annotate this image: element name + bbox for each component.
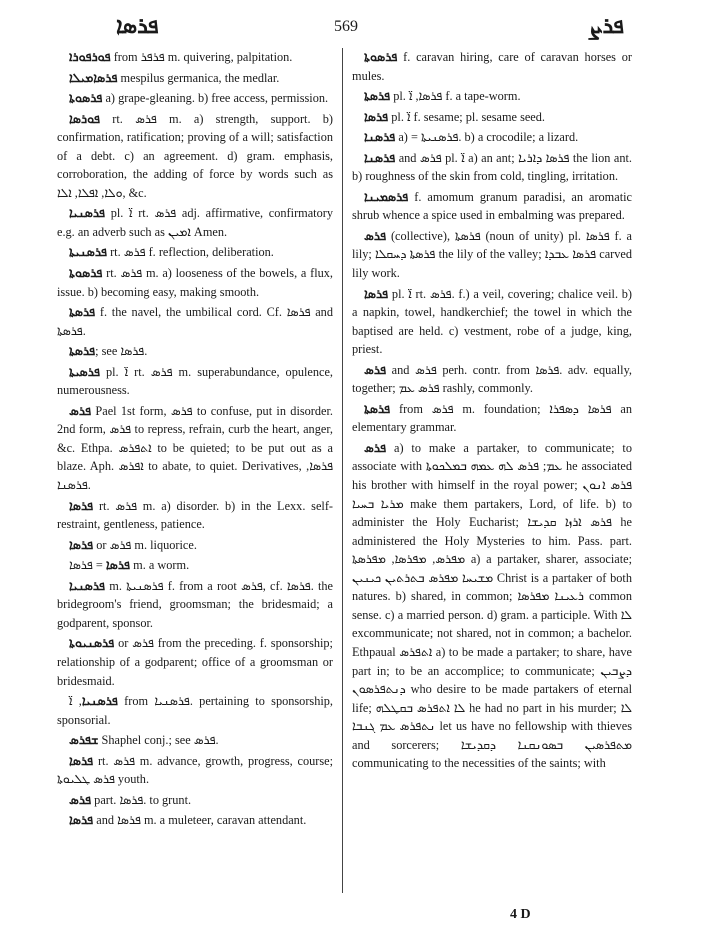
entry	[352, 227, 632, 283]
entry	[57, 110, 333, 203]
entry-headword: ܦܪܣܢܐ	[364, 129, 396, 145]
entry-headword: ܦܪܣܘܬܐ	[364, 49, 398, 64]
entry-text: a) = ܦܪܣܢܝܬܐ. b) a crocodile; a lizard.	[395, 130, 579, 145]
entry	[57, 204, 333, 241]
entry-text: pl. ܦܪܣܐ, ܐ̈ f. a tape-worm.	[390, 89, 521, 104]
entry-headword: ܦܪܣܬܐ	[69, 304, 96, 320]
signature-mark: 4 D	[510, 907, 531, 922]
column-divider	[342, 48, 343, 893]
entry-headword: ܦܪܣܐ	[69, 536, 94, 552]
entry-headword: ܦܪܣ	[69, 402, 92, 418]
page-header	[56, 14, 636, 44]
entry	[352, 361, 632, 398]
entry-text: Pael 1st form, ܦܪܣ to confuse, put in disorder. 2nd form, ܦܪܣ to repress, refrain, curb the heart, anger, &c. Ethpa. ܐܬܦܪܣ to be quieted; to be put out as a blaze. Aph. ܐܦܪܣ to abate, to quiet. Derivatives, ܦܪܣܐ, ܦܪܣܢܐ.	[57, 403, 333, 493]
entry-text: , ܐ̈ from ܦܪܣܢܝܐ. pertaining to sponsorship, sponsorial.	[57, 694, 333, 727]
entry-headword: ܦܪܣܐ	[69, 812, 94, 828]
entry	[352, 149, 632, 186]
entry-headword: ܫܦܪܣ	[69, 732, 99, 748]
entry-text: a) grape-gleaning. b) free access, permission.	[102, 91, 329, 106]
entry	[57, 692, 333, 729]
left-column	[57, 48, 333, 832]
entry	[352, 400, 632, 437]
right-running-headword: ܦܪܨ	[588, 14, 624, 39]
entry	[57, 634, 333, 690]
left-running-headword: ܦܪܣܐ	[116, 14, 159, 39]
entry	[352, 188, 632, 225]
entry-headword: ܦܪܣܡܝܢܐ	[364, 188, 409, 204]
entry-headword: ܦܪܣ	[364, 227, 387, 243]
entry-text: or ܦܪܣ m. liquorice.	[93, 537, 197, 552]
entry-text: mespilus germanica, the medlar.	[117, 70, 280, 85]
entry	[57, 556, 333, 575]
entry	[352, 87, 632, 106]
entry	[57, 731, 333, 750]
entry-text: from ܦܪܣ m. foundation; ܦܪܣܐ ܕܣܦܪܐ an elementary grammar.	[352, 401, 632, 435]
entry-headword: ܦܪܣ	[364, 439, 387, 455]
right-column	[352, 48, 632, 775]
entry-text: or ܦܪܣ from the preceding. f. sponsorship; relationship of a godparent; office of a groomsman or bridesmaid.	[57, 636, 333, 688]
entry	[352, 439, 632, 773]
entry-text: a) to make a partaker, to communicate; to associate with ܥܡ; ܦܪܣ ܠܗ ܥܡܗ ܒܡܠܟܘܬܐ he associated his brother with himself in the royal power; ܦܪܣ ܐܢܘܢ ܡܪܝܐ ܒܚܝܐ make them partakers, Lord, of life. b) to administer the Holy Eucharist; ܦܪܣ ܐܪܙܐ ܩܕܝܫܐ he administered the Holy Mysteries to him. Pass. part. ܡܦܪܣ, ܡܦܪܣܐ, ܡܦܪܣܬܐ a) a partaker, sharer, associate; ܡܫܝܚܐ ܡܦܪܣ ܒܬܪܬܝܢ ܟܝܢܝܢ Christ is a partaker of both natures. b) shared, in common; ܪܥܝܢܐ ܡܦܪܣܐ common sense. c) a married person. d) gram. a participle. With ܠܐ excommunicate; not shared, not in common; a bachelor. Ethpaual ܐܬܦܪܣ a) to be made a partaker; to share, have part in; to be an accomplice; to communicate; ܕܨܒܝܢ ܕܢܬܦܪܣܘܢ who desire to be made partakers of eternal life; ܠܐ ܐܬܦܪܣ ܒܩܛܠܗ he had no part in his murder; ܠܐ ܢܬܦܪܣ ܥܡ ܓܢܒܐ let us have no fellowship with thieves and sorcerers; ܡܬܦܪܣܝܢ ܒܣܘܢܩܢܐ ܕܩܕܝܫܐ communicating to the necessities of the saints; with	[352, 440, 633, 771]
entry-headword: ܦܪܣܐ	[105, 557, 131, 573]
entry-headword: ܦܘܪܦܘܪܐ	[69, 49, 111, 64]
entry	[57, 577, 333, 633]
entry-text: rt. ܦܪܣ f. reflection, deliberation.	[107, 245, 274, 260]
page-number: 569	[334, 18, 358, 35]
entry-headword: ܦܪܣܬܐ	[364, 88, 391, 104]
entry	[57, 811, 333, 830]
entry-headword: ܦܪܣܢܝܬܐ	[69, 244, 108, 260]
entry-text: Shaphel conj.; see ܦܪܣ.	[98, 733, 219, 748]
entry	[57, 264, 333, 301]
entry-headword: ܦܪܣܢܝܐ	[69, 205, 106, 221]
entry	[352, 285, 632, 359]
entry	[57, 791, 333, 810]
entry-text: rt. ܦܪܣ m. a) disorder. b) in the Lexx. self-restraint, gentleness, patience.	[57, 498, 334, 532]
entry-text: from ܦܪܦܪ m. quivering, palpitation.	[110, 50, 293, 64]
entry-text: rt. ܦܪܣ m. advance, growth, progress, course; ܦܪܣ ܛܠܝܘܬܐ youth.	[57, 753, 333, 787]
entry-headword: ܦܪܣܘܬܐ	[69, 265, 103, 281]
entry	[57, 89, 333, 108]
entry	[352, 108, 632, 127]
entry-text: and ܦܪܣ pl. ܐ̈ a) an ant; ܦܪܣܐ ܕܐܪܝܐ the lion ant. b) roughness of the skin from cold, tingling, irritation.	[352, 150, 632, 184]
entry-headword: ܦܪܣܢܝܘܬܐ	[69, 635, 115, 651]
entry-headword: ܦܪܣܬܐ	[364, 400, 391, 416]
entry-headword: ܦܪܣ	[69, 791, 92, 807]
entry-text: ; see ܦܪܣܐ.	[95, 344, 148, 359]
entry-headword: ܦܪܣܬܐ	[69, 343, 96, 359]
entry-headword: ܦܪܣܐ	[364, 108, 389, 124]
entry	[57, 69, 333, 88]
entry-text: rt. ܦܪܣ m. a) looseness of the bowels, a flux, issue. b) becoming easy, making smooth.	[57, 266, 333, 299]
entry	[57, 48, 333, 67]
entry-headword: ܦܪܣܢܝܐ	[69, 577, 106, 593]
entry	[57, 363, 333, 400]
entry-text: (collective), ܦܪܣܬܐ (noun of unity) pl. ܦܪܣܐ f. a lily; ܦܪܣܬܐ ܕܚܩܠܐ the lily of the valley; ܦܪܣܐ ܥܒܕܐ carved lily work.	[352, 228, 633, 281]
entry-text: pl. ܐ̈ rt. ܦܪܣ adj. affirmative, confirmatory e.g. an adverb such as ܐܡܝܢ Amen.	[57, 206, 333, 239]
entry-headword: ܦܪܣܐ	[69, 752, 94, 768]
entry-text: pl. ܐ̈ f. sesame; pl. sesame seed.	[388, 109, 545, 124]
entry-headword: ܦܪܣܐ	[69, 497, 94, 513]
entry-text: rt. ܦܪܣ m. a) strength, support. b) confirmation, ratification; proving of a will; satisfaction of a debt. c) an agreement. d) gram. emphasis, corroboration, the adding of force by words such as ܘܠܐ, ܐܦܠܐ, ܐܠܐ, &c.	[57, 111, 333, 200]
entry-headword: ܦܘܪܣܐ	[69, 110, 101, 126]
entry-text: and ܦܪܣ perh. contr. from ܦܪܣܐ. adv. equally, together; ܦܪܣ ܥܡ rashly, commonly.	[352, 362, 632, 396]
entry-text: and ܦܪܣܐ m. a muleteer, caravan attendant.	[93, 813, 307, 828]
entry-headword: ܦܪܣ	[364, 361, 387, 377]
entry-text: f. the navel, the umbilical cord. Cf. ܦܪܣܐ and ܦܪܣܬܐ.	[57, 305, 333, 338]
entry	[352, 48, 632, 85]
entry	[57, 303, 333, 340]
entry	[57, 342, 333, 361]
entry	[57, 243, 333, 262]
entry-text: part. ܦܪܣܐ. to grunt.	[91, 792, 192, 807]
entry-headword: ܦܪܣܐܡܝܠܐ	[69, 69, 118, 85]
entry	[352, 128, 632, 147]
entry-text: = ܦܪܣܐ m. a worm.	[69, 558, 190, 573]
entry-headword: ܦܪܣܐ	[364, 285, 389, 301]
entry-headword: ܦܪܣܘܬܐ	[69, 90, 103, 106]
entry-headword: ܦܪܣܢܝܐ	[81, 693, 118, 709]
entry-text: f. caravan hiring, care of caravan horses or mules.	[352, 50, 632, 83]
entry	[57, 402, 333, 495]
entry-text: f. amomum granum paradisi, an aromatic shrub whence a spice used in embalming was prepared.	[352, 189, 632, 223]
entry-headword: ܦܪܣܝܬܐ	[69, 363, 100, 379]
entry	[57, 536, 333, 555]
entry-text: pl. ܐ̈ rt. ܦܪܣ m. superabundance, opulence, numerousness.	[57, 364, 334, 398]
entry	[57, 497, 333, 534]
entry	[57, 752, 333, 789]
entry-headword: ܦܪܣܢܐ	[364, 149, 396, 165]
entry-text: pl. ܐ̈ rt. ܦܪܣ. f.) a veil, covering; chalice veil. b) a napkin, towel, handkerchief; the towel in which the baptised are held. c) vestment, robe of a judge, king, priest.	[352, 286, 632, 357]
entry-text: m. ܦܪܣܢܝܬܐ f. from a root ܦܪܣ, cf. ܦܪܣܐ. the bridegroom's friend, groomsman; the bridesmaid; a godparent, sponsor.	[57, 578, 334, 630]
